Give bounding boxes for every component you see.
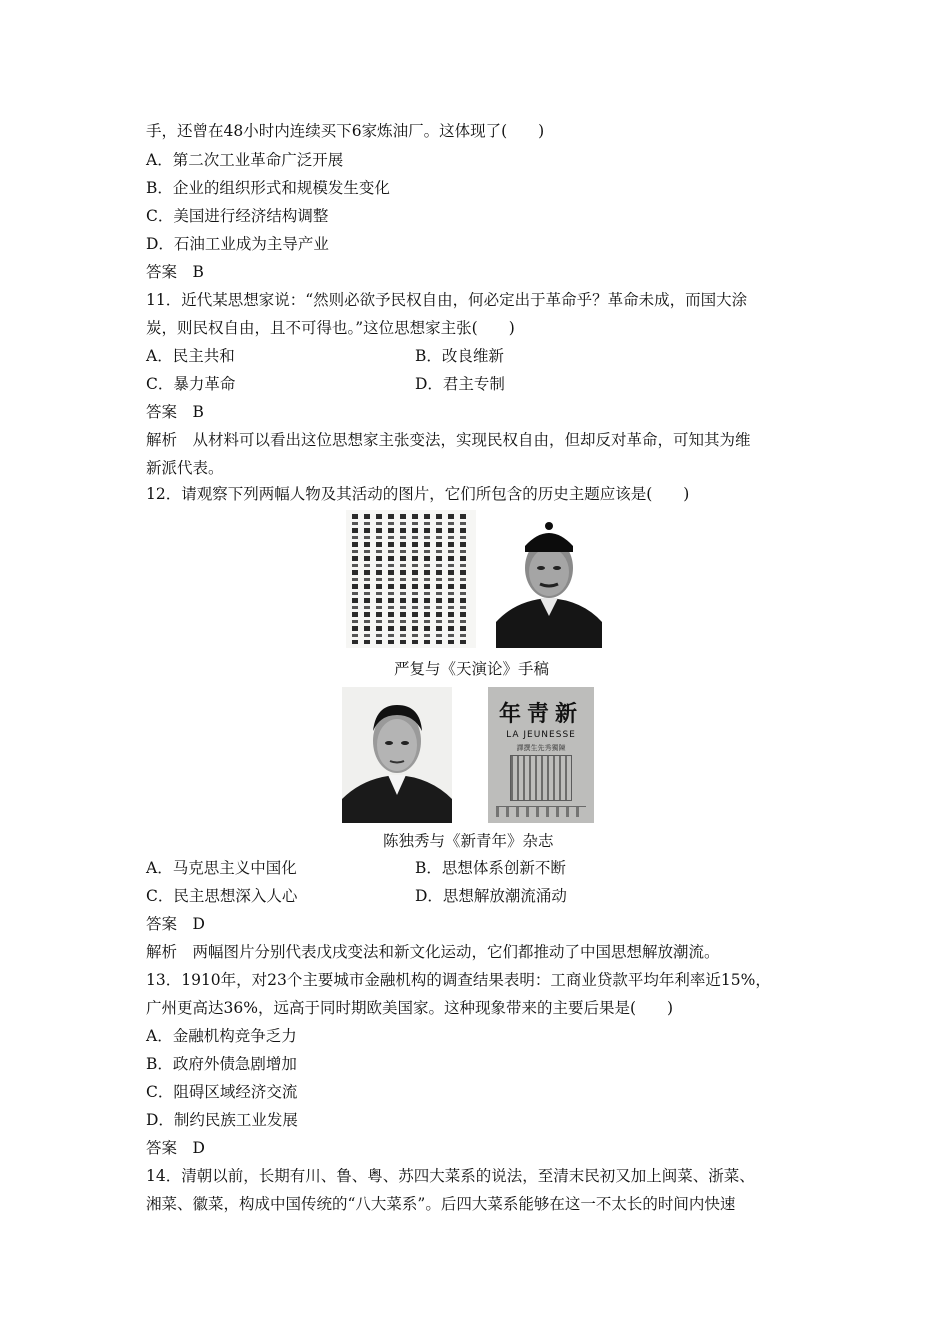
q13-option-c: C．阻碍区域经济交流: [146, 1083, 298, 1101]
q10-stem: 手，还曾在48小时内连续买下6家炼油厂。这体现了( ): [146, 122, 545, 140]
q12-option-d: D．思想解放潮流涌动: [415, 887, 567, 905]
q13-option-d: D．制约民族工业发展: [146, 1111, 298, 1129]
q12-answer: 答案 D: [146, 915, 205, 933]
q12-option-c: C．民主思想深入人心: [146, 887, 298, 905]
q12-option-a: A．马克思主义中国化: [146, 859, 297, 877]
new-youth-journal-image: [488, 687, 594, 823]
chen-duxiu-portrait-image: [342, 687, 452, 823]
tianyanlun-manuscript-image: [346, 510, 476, 648]
journal-small-text: 譯撰生先秀獨陳: [516, 744, 566, 752]
journal-title: 年靑新: [498, 701, 583, 727]
q11-analysis-line2: 新派代表。: [146, 459, 224, 477]
q11-answer: 答案 B: [146, 403, 204, 421]
q12-caption-2: 陈独秀与《新青年》杂志: [383, 832, 554, 850]
q12-caption-1: 严复与《天演论》手稿: [394, 660, 550, 678]
q13-answer: 答案 D: [146, 1139, 205, 1157]
yan-fu-portrait-image: [496, 512, 602, 648]
journal-subtitle: LA JEUNESSE: [506, 730, 576, 740]
q10-option-a: A．第二次工业革命广泛开展: [146, 151, 344, 169]
q10-option-d: D．石油工业成为主导产业: [146, 235, 329, 253]
q12-option-b: B．思想体系创新不断: [415, 859, 566, 877]
q14-stem-line2: 湘菜、徽菜，构成中国传统的“八大菜系”。后四大菜系能够在这一不太长的时间内快速: [146, 1195, 736, 1213]
q11-option-d: D．君主专制: [415, 375, 505, 393]
q11-stem-line2: 炭，则民权自由，且不可得也。”这位思想家主张( ): [146, 319, 515, 337]
q12-analysis: 解析 两幅图片分别代表戊戌变法和新文化运动，它们都推动了中国思想解放潮流。: [146, 943, 720, 961]
q11-option-b: B．改良维新: [415, 347, 504, 365]
q11-analysis-line1: 解析 从材料可以看出这位思想家主张变法，实现民权自由，但却反对革命，可知其为维: [146, 431, 751, 449]
q10-option-c: C．美国进行经济结构调整: [146, 207, 329, 225]
q13-option-a: A．金融机构竞争乏力: [146, 1027, 297, 1045]
q11-stem-line1: 11．近代某思想家说：“然则必欲予民权自由，何必定出于革命乎？革命未成，而国大涂: [146, 291, 748, 309]
q14-stem-line1: 14．清朝以前，长期有川、鲁、粤、苏四大菜系的说法，至清末民初又加上闽菜、浙菜、: [146, 1167, 755, 1185]
q11-option-c: C．暴力革命: [146, 375, 236, 393]
q13-option-b: B．政府外债急剧增加: [146, 1055, 297, 1073]
q11-option-a: A．民主共和: [146, 347, 235, 365]
q10-option-b: B．企业的组织形式和规模发生变化: [146, 179, 390, 197]
q13-stem-line2: 广州更高达36%，远高于同时期欧美国家。这种现象带来的主要后果是( ): [146, 999, 674, 1017]
q12-stem: 12．请观察下列两幅人物及其活动的图片，它们所包含的历史主题应该是( ): [146, 485, 690, 503]
q13-stem-line1: 13．1910年，对23个主要城市金融机构的调查结果表明：工商业贷款平均年利率近15%，: [146, 971, 771, 989]
q10-answer: 答案 B: [146, 263, 204, 281]
